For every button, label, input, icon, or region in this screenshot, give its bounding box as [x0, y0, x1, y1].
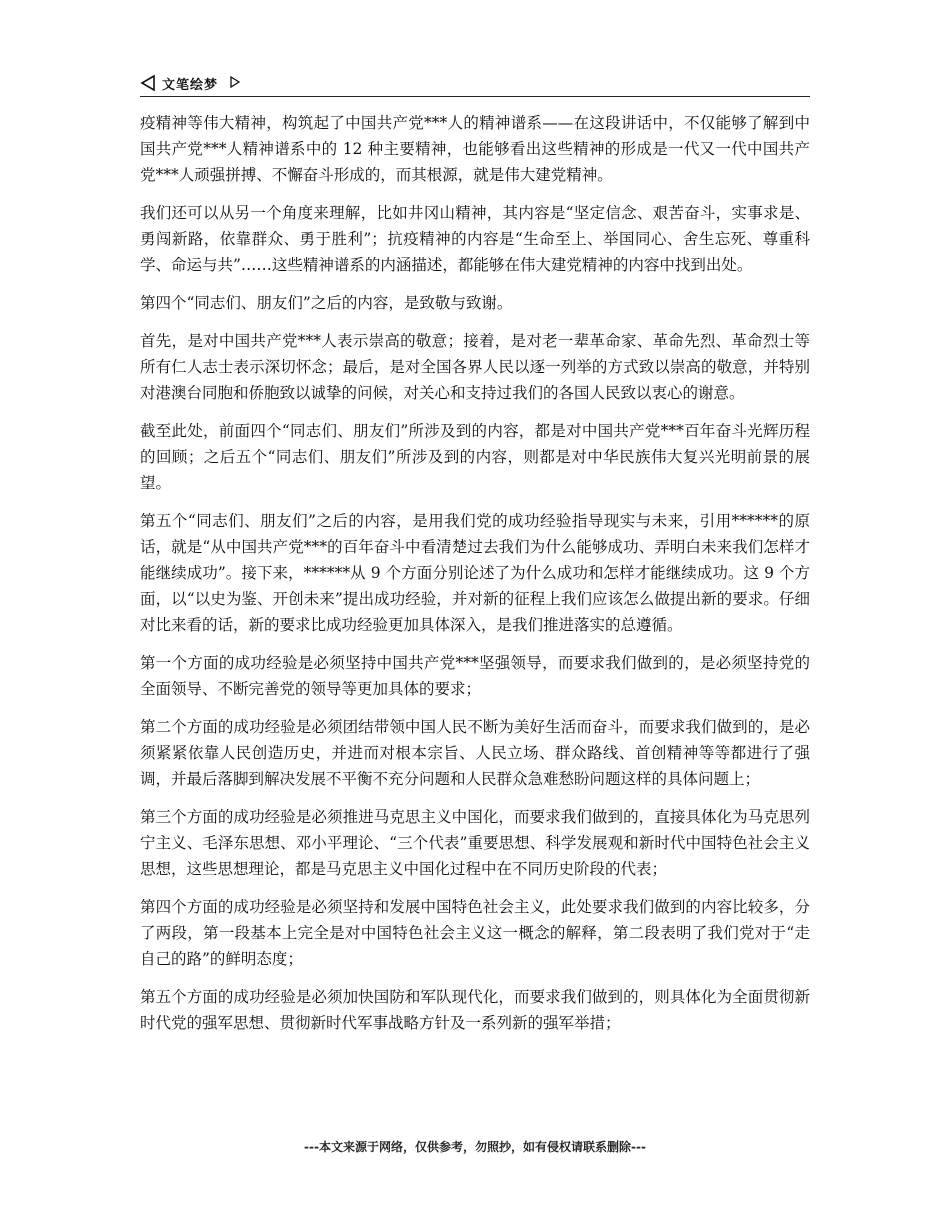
triangle-left-outline-icon [140, 74, 156, 92]
paragraph: 第五个“同志们、朋友们”之后的内容，是用我们党的成功经验指导现实与未来，引用******的原话，就是“从中国共产党***的百年奋斗中看清楚过去我们为什么能够成功、弄明白未来我们怎样才能继续成功”。接下来，******从 9 个方面分别论述了为什么成功和怎样才能继续成功。这 9 个方面，以“以史为鉴、开创未来”提出成功经验，并对新的征程上我们应该怎么做提出新的要求。仔细对比来看的话，新的要求比成功经验更加具体深入，是我们推进落实的总遵循。 [140, 512, 810, 634]
paragraph: 疫精神等伟大精神，构筑起了中国共产党***人的精神谱系——在这段讲话中，不仅能够了解到中国共产党***人精神谱系中的 12 种主要精神，也能够看出这些精神的形成是一代又一代中国共产党***人顽强拼搏、不懈奋斗形成的，而其根源，就是伟大建党精神。 [140, 114, 810, 184]
header-divider [140, 96, 810, 97]
paragraph: 第三个方面的成功经验是必须推进马克思主义中国化，而要求我们做到的，直接具体化为马克思列宁主义、毛泽东思想、邓小平理论、“三个代表”重要思想、科学发展观和新时代中国特色社会主义思想，这些思想理论，都是马克思主义中国化过程中在不同历史阶段的代表； [140, 808, 810, 878]
paragraph: 第四个“同志们、朋友们”之后的内容，是致敬与致谢。 [140, 294, 513, 312]
triangle-right-outline-icon [230, 76, 240, 88]
footer-disclaimer: ---本文来源于网络，仅供参考，勿照抄，如有侵权请联系删除--- [304, 1140, 646, 1154]
paragraph: 第一个方面的成功经验是必须坚持中国共产党***坚强领导，而要求我们做到的，是必须坚持党的全面领导、不断完善党的领导等更加具体的要求； [140, 654, 810, 698]
paragraph: 我们还可以从另一个角度来理解，比如井冈山精神，其内容是“坚定信念、艰苦奋斗，实事求是、勇闯新路，依靠群众、勇于胜利”；抗疫精神的内容是“生命至上、举国同心、舍生忘死、尊重科学、命运与共”……这些精神谱系的内涵描述，都能够在伟大建党精神的内容中找到出处。 [140, 204, 810, 274]
paragraph: 首先，是对中国共产党***人表示崇高的敬意；接着，是对老一辈革命家、革命先烈、革命烈士等所有仁人志士表示深切怀念；最后，是对全国各界人民以逐一列举的方式致以崇高的敬意，并特别对港澳台同胞和侨胞致以诚挚的问候，对关心和支持过我们的各国人民致以衷心的谢意。 [140, 332, 810, 402]
header-brand: 文笔绘梦 [162, 78, 219, 93]
paragraph: 截至此处，前面四个“同志们、朋友们”所涉及到的内容，都是对中国共产党***百年奋斗光辉历程的回顾；之后五个“同志们、朋友们”所涉及到的内容，则都是对中华民族伟大复兴光明前景的展望。 [140, 422, 810, 492]
paragraph: 第五个方面的成功经验是必须加快国防和军队现代化，而要求我们做到的，则具体化为全面贯彻新时代党的强军思想、贯彻新时代军事战略方针及一系列新的强军举措； [140, 988, 810, 1032]
page-header [140, 72, 810, 96]
paragraph: 第四个方面的成功经验是必须坚持和发展中国特色社会主义，此处要求我们做到的内容比较多，分了两段，第一段基本上完全是对中国特色社会主义这一概念的解释，第二段表明了我们党对于“走自己的路”的鲜明态度； [140, 898, 810, 968]
document-body [140, 110, 810, 1048]
paragraph: 第二个方面的成功经验是必须团结带领中国人民不断为美好生活而奋斗，而要求我们做到的，是必须紧紧依靠人民创造历史，并进而对根本宗旨、人民立场、群众路线、首创精神等等都进行了强调，并最后落脚到解决发展不平衡不充分问题和人民群众急难愁盼问题这样的具体问题上； [140, 718, 810, 788]
